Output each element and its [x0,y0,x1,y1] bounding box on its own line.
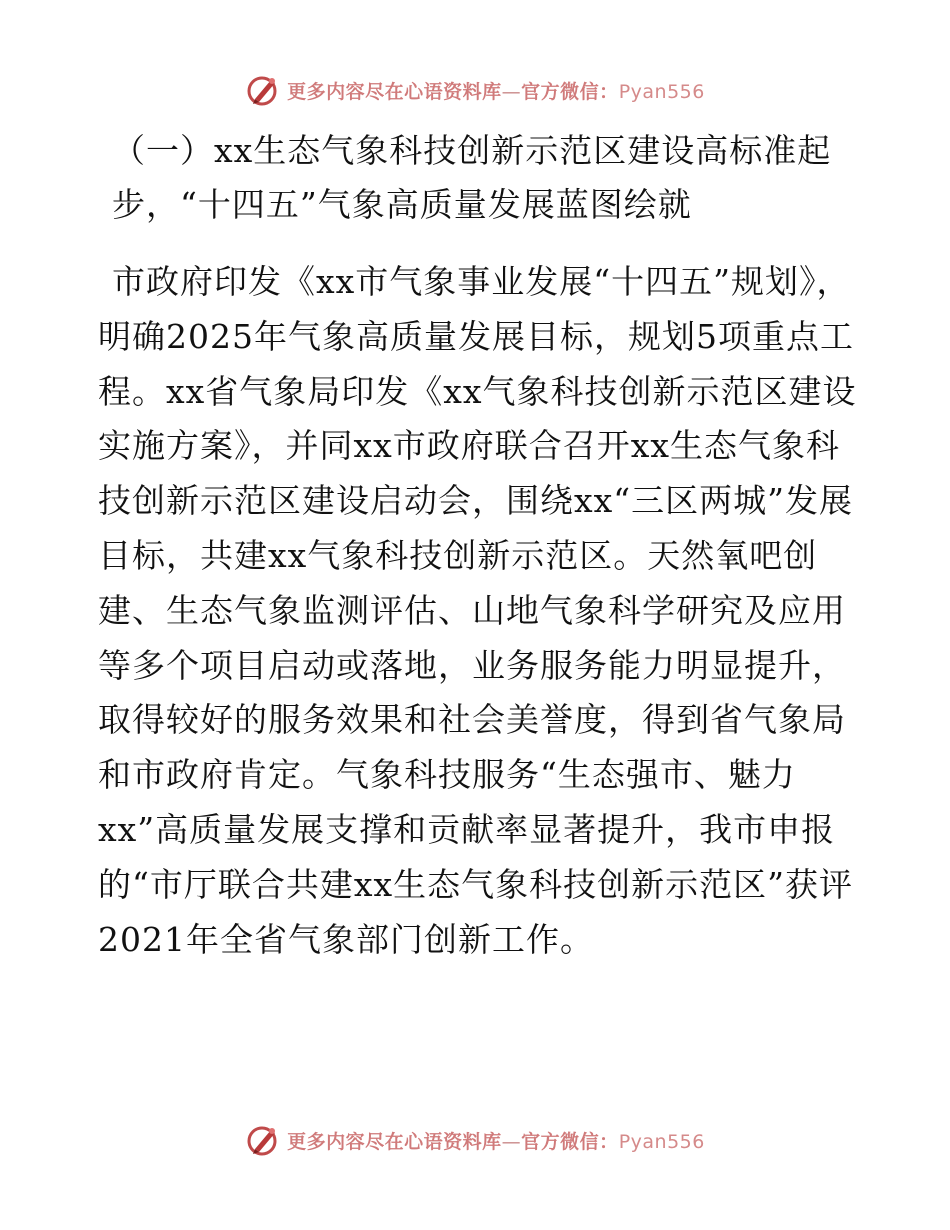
pen-logo-icon [245,72,281,108]
section-heading: （一）xx生态气象科技创新示范区建设高标准起步，“十四五”气象高质量发展蓝图绘就 [112,131,832,224]
watermark-text: 更多内容尽在心语资料库—官方微信：Pyan556 [287,80,705,103]
body-paragraph [98,255,858,967]
watermark-banner-bottom [0,1120,950,1160]
pen-logo-icon [245,1122,281,1158]
watermark-text: 更多内容尽在心语资料库—官方微信：Pyan556 [287,1130,705,1153]
paragraph-text: 市政府印发《xx市气象事业发展“十四五”规划》，明确2025年气象高质量发展目标，规划5项重点工程。xx省气象局印发《xx气象科技创新示范区建设实施方案》，并同xx市政府联合召开xx生态气象科技创新示范区建设启动会，围绕xx“三区两城”发展目标，共建xx气象科技创新示范区。天然氧吧创建、生态气象监测评估、山地气象科学研究及应用等多个项目启动或落地，业务服务能力明显提升，取得较好的服务效果和社会美誉度，得到省气象局和市政府肯定。气象科技服务“生态强市、魅力xx”高质量发展支撑和贡献率显著提升，我市申报的“市厅联合共建xx生态气象科技创新示范区”获评2021年全省气象部门创新工作。 [98,262,857,959]
watermark-banner-top [0,70,950,110]
